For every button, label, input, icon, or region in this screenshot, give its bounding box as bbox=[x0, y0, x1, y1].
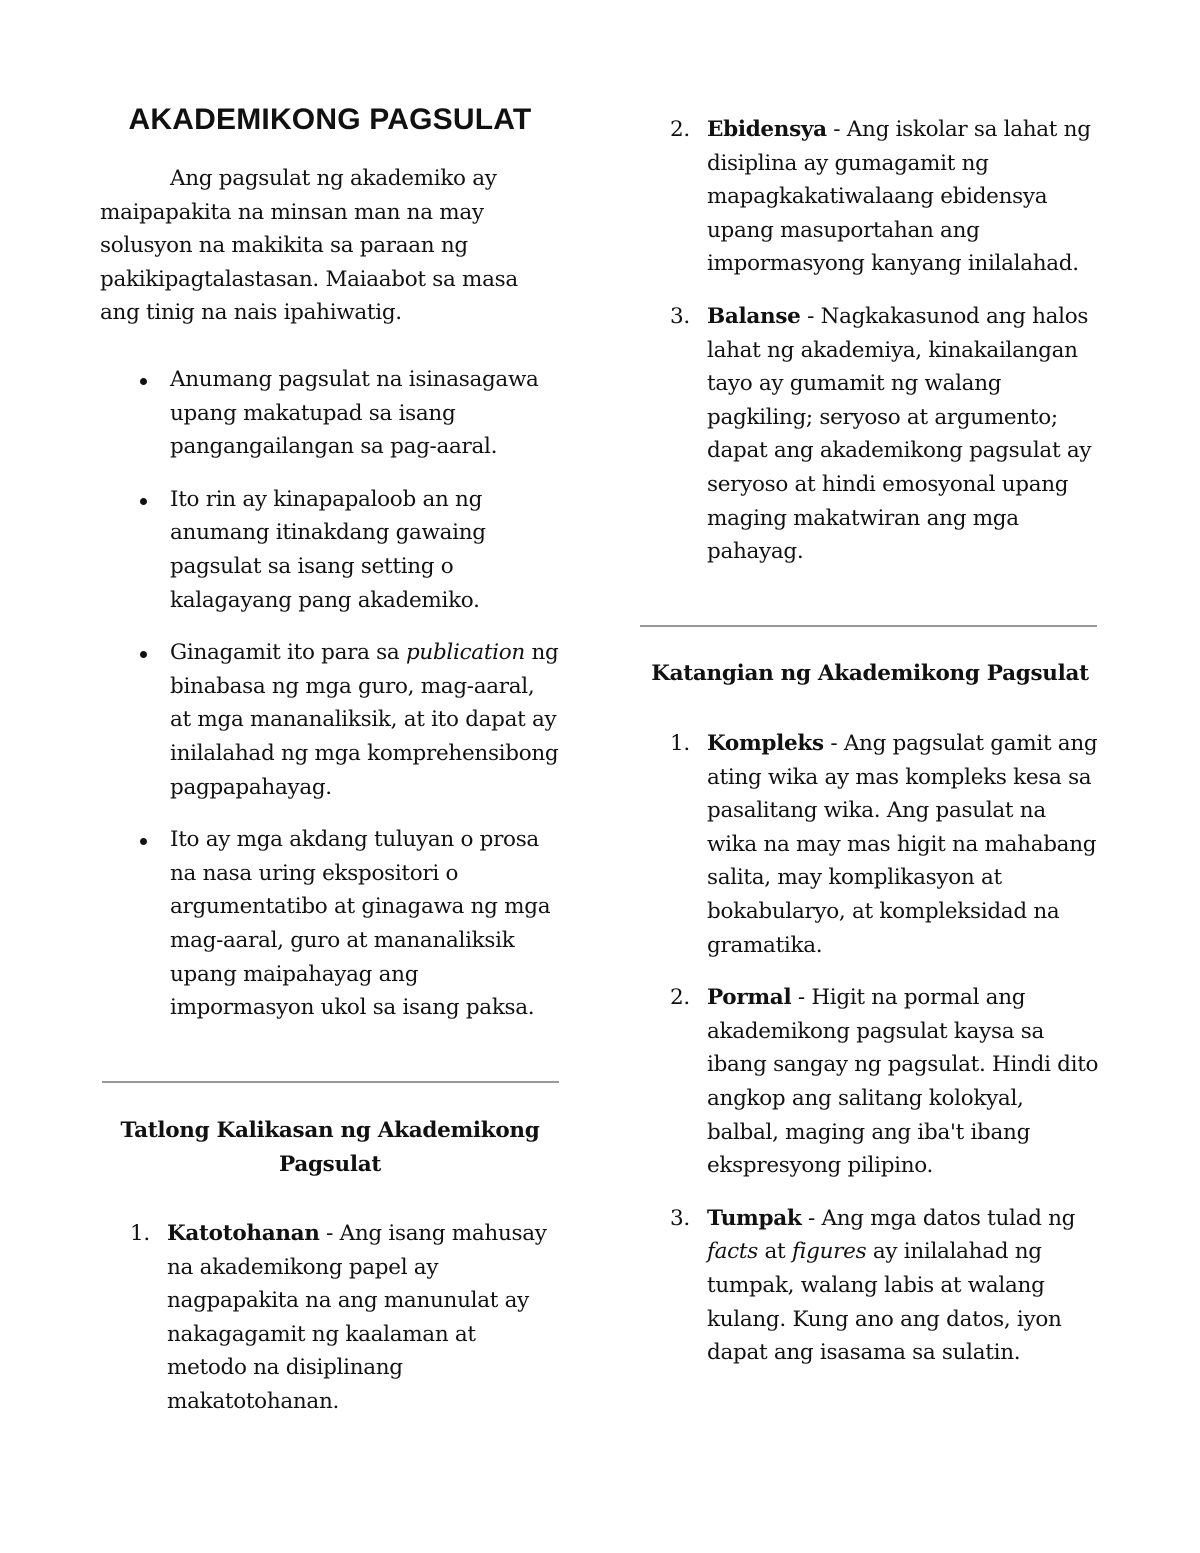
intro-paragraph: Ang pagsulat ng akademiko ay maipapakita na minsan man na may solusyon na makikita sa paraan ng pakikipagtalastasan. Maiaabot sa masa ang tinig na nais ipahiwatig. bbox=[100, 166, 518, 326]
list-item: 1. Kompleks - Ang pagsulat gamit ang ating wika ay mas kompleks kesa sa pasalitang wika. Ang pasulat na wika na may mas higit na mahabang salita, may komplikasyon at bokabularyo, at kompleksidad na gramatika. bbox=[670, 731, 1098, 958]
katangian-list bbox=[640, 727, 1100, 1389]
list-item: Ginagamit ito para sa publication ng binabasa ng mga guro, mag-aaral, at mga mananaliksik, at ito dapat ay inilalahad ng mga komprehensibong pagpapahayag. bbox=[100, 636, 560, 804]
section-heading-katangian: Katangian ng Akademikong Pagsulat bbox=[651, 661, 1089, 686]
list-item: 3. Balanse - Nagkakasunod ang halos lahat ng akademiya, kinakailangan tayo ay gumamit ng walang pagkiling; seryoso at argumento; dapat ang akademikong pagsulat ay seryoso at hindi emosyonal upang maging makatwiran ang mga pahayag. bbox=[670, 303, 1092, 565]
list-item: 2. Pormal - Higit na pormal ang akademikong pagsulat kaysa sa ibang sangay ng pagsulat. Hindi dito angkop ang salitang kolokyal, balbal, maging ang iba't ibang ekspresyong pilipino. bbox=[670, 985, 1099, 1179]
bullet-icon bbox=[140, 378, 147, 385]
list-item: 1. Katotohanan - Ang isang mahusay na akademikong papel ay nagpapakita na ang manunulat ay nakagagamit ng kaalaman at metodo na disiplinang makatotohanan. bbox=[130, 1221, 547, 1414]
list-item: 3. Tumpak - Ang mga datos tulad ng facts at figures ay inilalahad ng tumpak, walang labis at walang kulang. Kung ano ang datos, iyon dapat ang isasama sa sulatin. bbox=[670, 1205, 1076, 1366]
kalikasan-list-continued bbox=[640, 113, 1100, 588]
list-item: Ito ay mga akdang tuluyan o prosa na nasa uring ekspositori o argumentatibo at ginagawa ng mga mag-aaral, guro at mananaliksik upang maipahayag ang impormasyon ukol sa isang paksa. bbox=[100, 823, 560, 1025]
list-item: 2. Ebidensya - Ang iskolar sa lahat ng disiplina ay gumagamit ng mapagkakatiwalaang ebidensya upang masuportahan ang impormasyong kanyang inilalahad. bbox=[670, 117, 1091, 277]
bullet-icon bbox=[140, 838, 147, 845]
bullet-icon bbox=[140, 498, 147, 505]
bullet-list bbox=[100, 363, 560, 1044]
kalikasan-list bbox=[100, 1217, 560, 1438]
list-item: Ito rin ay kinapapaloob an ng anumang itinakdang gawaing pagsulat sa isang setting o kalagayang pang akademiko. bbox=[100, 483, 560, 617]
divider bbox=[102, 1081, 559, 1083]
divider bbox=[640, 625, 1097, 627]
left-column bbox=[100, 0, 560, 1553]
bullet-icon bbox=[140, 651, 147, 658]
section-heading-kalikasan: Tatlong Kalikasan ng Akademikong Pagsulat bbox=[120, 1118, 540, 1177]
page-title: AKADEMIKONG PAGSULAT bbox=[128, 103, 532, 136]
right-column bbox=[640, 0, 1100, 1553]
list-item: Anumang pagsulat na isinasagawa upang makatupad sa isang pangangailangan sa pag-aaral. bbox=[100, 363, 560, 464]
